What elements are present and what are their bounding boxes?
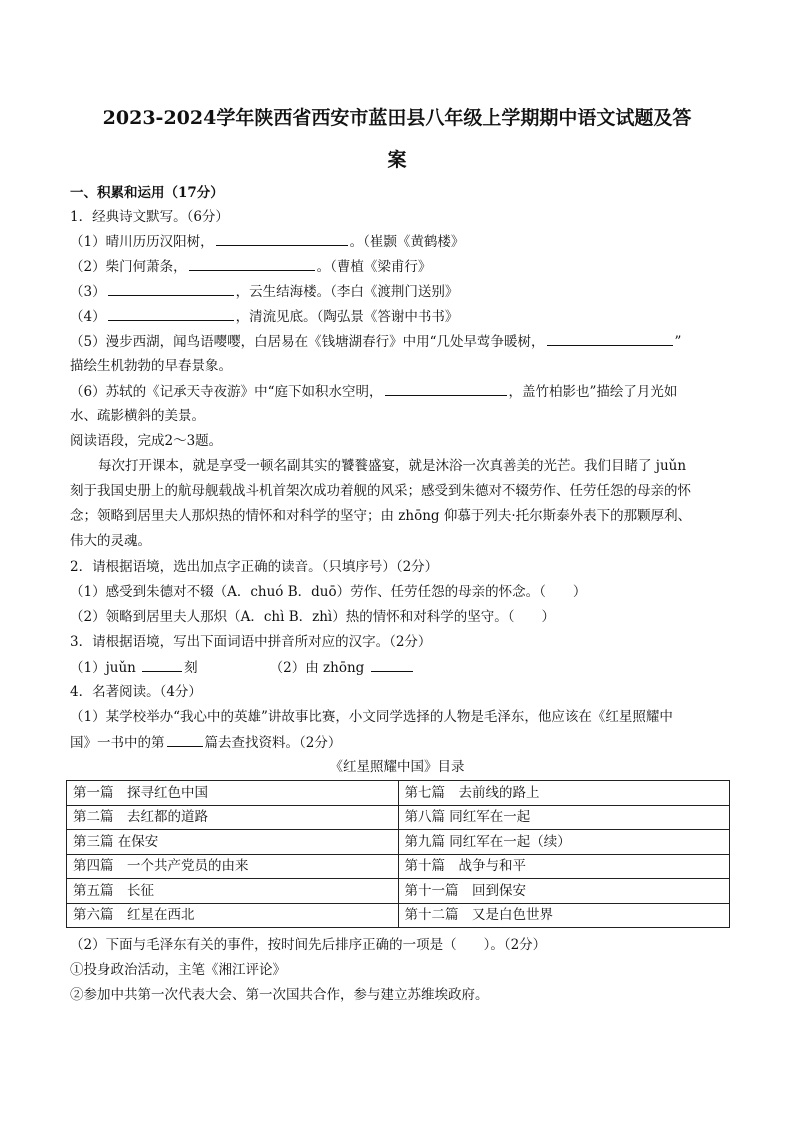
answer-blank[interactable] <box>385 381 507 396</box>
table-row <box>67 854 730 879</box>
contents-table <box>66 780 730 928</box>
answer-blank[interactable] <box>371 657 413 672</box>
reading-instruction: 阅读语段，完成2～3题。 <box>70 433 223 449</box>
q2-item-1: （1）感受到朱德对不辍（A．chuó B．duō）劳作、任劳任怨的母亲的怀念。（ ） <box>70 584 587 600</box>
reading-paragraph-line1: 每次打开课本，就是享受一顿名副其实的饕餮盛宴，就是沐浴一次真善美的光芒。我们目睹了 juǔn <box>98 458 687 474</box>
table-row <box>67 805 730 830</box>
reading-paragraph-line2: 刻于我国史册上的航母舰载战斗机首架次成功着舰的风采；感受到朱德对不辍劳作、任劳任怨的母亲的怀 <box>70 483 691 499</box>
table-cell: 第二篇 去红都的道路 <box>67 805 399 830</box>
table-cell: 第五篇 长征 <box>67 879 399 904</box>
q2-item-2: （2）领略到居里夫人那炽（A．chì B．zhì）热的情怀和对科学的坚守。（ ） <box>70 609 555 625</box>
q4-option-1: ①投身政治活动，主笔《湘江评论》 <box>70 962 286 978</box>
table-cell: 第七篇 去前线的路上 <box>398 781 730 806</box>
table-cell: 第六篇 红星在西北 <box>67 903 399 928</box>
answer-blank[interactable] <box>108 281 234 296</box>
q3-items: （1）juǔn 刻 （2）由 zhōng <box>70 657 730 678</box>
answer-blank[interactable] <box>167 732 203 747</box>
answer-blank[interactable] <box>547 331 673 346</box>
q1-item-1: （1）晴川历历汉阳树， 。（崔颢《黄鹤楼》 <box>70 231 730 252</box>
q4-item-1-line1: （1）某学校举办“我心中的英雄”讲故事比赛，小文同学选择的人物是毛泽东，他应该在《红星照耀中 <box>70 709 673 725</box>
table-cell: 第九篇 同红军在一起（续） <box>398 830 730 855</box>
section-heading: 一、积累和运用（17分） <box>70 185 224 201</box>
table-cell: 第十一篇 回到保安 <box>398 879 730 904</box>
exam-title-line1: 2023-2024学年陕西省西安市蓝田县八年级上学期期中语文试题及答 <box>102 107 692 129</box>
q1-item-5-cont: 描绘生机勃勃的早春景象。 <box>70 358 232 374</box>
reading-paragraph-line4: 伟大的灵魂。 <box>70 533 151 549</box>
q1-item-6-cont: 水、疏影横斜的美景。 <box>70 408 205 424</box>
table-caption: 《红星照耀中国》目录 <box>329 759 465 775</box>
q1-item-3: （3） ，云生结海楼。（李白《渡荆门送别》 <box>70 281 730 302</box>
q4-stem: 4．名著阅读。（4分） <box>70 684 202 700</box>
table-row <box>67 830 730 855</box>
q4-item-1-line2: 国》一书中的第 篇去查找资料。（2分） <box>70 732 730 753</box>
q4-item-2: （2）下面与毛泽东有关的事件，按时间先后排序正确的一项是（ ）。（2分） <box>70 937 547 953</box>
q3-stem: 3．请根据语境，写出下面词语中拼音所对应的汉字。（2分） <box>70 634 432 650</box>
q1-item-6: （6）苏轼的《记承天寺夜游》中“庭下如积水空明， ，盖竹柏影也”描绘了月光如 <box>70 381 730 402</box>
reading-paragraph-line3: 念；领略到居里夫人那炽热的情怀和对科学的坚守；由 zhōng 仰慕于列夫·托尔斯泰外表下的那颗厚利、 <box>70 508 692 524</box>
q2-stem: 2．请根据语境，选出加点字正确的读音。（只填序号）（2分） <box>70 559 439 575</box>
q1-stem: 1．经典诗文默写。（6分） <box>70 209 229 225</box>
answer-blank[interactable] <box>189 256 315 271</box>
table-row <box>67 879 730 904</box>
table-cell: 第十二篇 又是白色世界 <box>398 903 730 928</box>
q1-item-2: （2）柴门何萧条， 。（曹植《梁甫行》 <box>70 256 730 277</box>
table-row <box>67 781 730 806</box>
exam-title-line2: 案 <box>387 149 407 171</box>
table-cell: 第八篇 同红军在一起 <box>398 805 730 830</box>
table-row <box>67 903 730 928</box>
answer-blank[interactable] <box>216 231 348 246</box>
table-cell: 第三篇 在保安 <box>67 830 399 855</box>
table-cell: 第一篇 探寻红色中国 <box>67 781 399 806</box>
table-cell: 第十篇 战争与和平 <box>398 854 730 879</box>
table-cell: 第四篇 一个共产党员的由来 <box>67 854 399 879</box>
answer-blank[interactable] <box>108 306 234 321</box>
q1-item-4: （4） ，清流见底。（陶弘景《答谢中书书》 <box>70 306 730 327</box>
q1-item-5: （5）漫步西湖，闻鸟语嘤嘤，白居易在《钱塘湖春行》中用“几处早莺争暖树， ” <box>70 331 730 352</box>
q4-option-2: ②参加中共第一次代表大会、第一次国共合作，参与建立苏维埃政府。 <box>70 987 489 1003</box>
answer-blank[interactable] <box>142 657 182 672</box>
